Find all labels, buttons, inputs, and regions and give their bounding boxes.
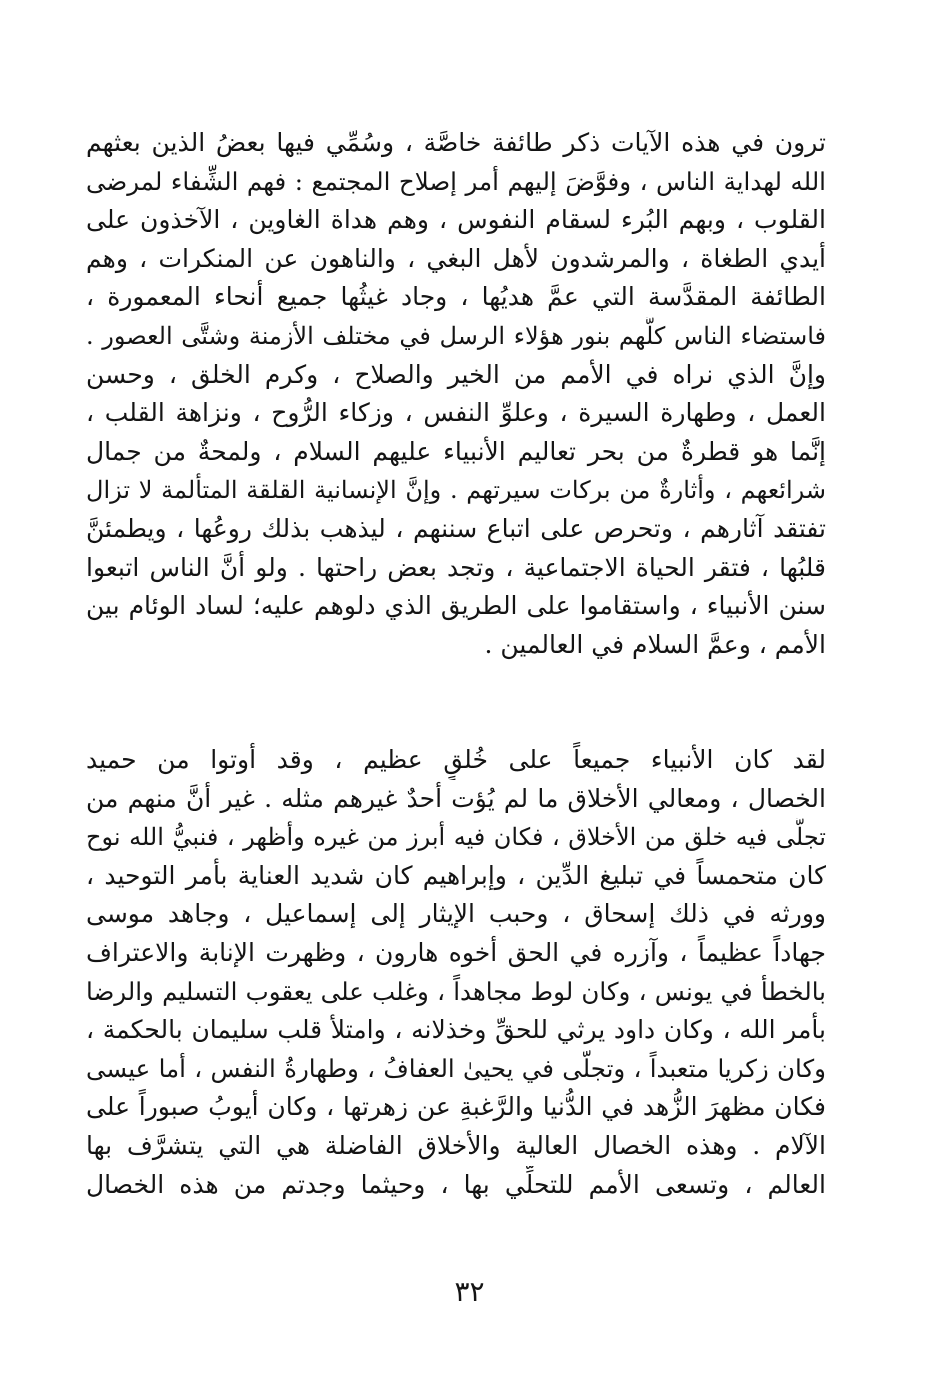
- text-line: العمل ، وطهارة السيرة ، وعلوِّ النفس ، وزكاء الرُّوح ، ونزاهة القلب ،: [86, 398, 826, 428]
- text-line: بأمر الله ، وكان داود يرثي للحقِّ وخذلانه ، وامتلأ قلب سليمان بالحكمة ،: [86, 1015, 826, 1045]
- text-line: الطائفة المقدَّسة التي عمَّ هديُها ، وجاد غيثُها جميع أنحاء المعمورة ،: [86, 282, 826, 312]
- text-line: كان متحمساً في تبليغ الدِّين ، وإبراهيم كان شديد العناية بأمر التوحيد ،: [86, 860, 826, 890]
- text-line: الأمم ، وعمَّ السلام في العالمين .: [484, 629, 826, 659]
- text-line: فكان مظهرَ الزُّهد في الدُّنيا والرَّغبةِ عن زهرتها ، وكان أيوبُ صبوراً على: [86, 1092, 826, 1122]
- text-line: فاستضاء الناس كلُّهم بنور هؤلاء الرسل في مختلف الأزمنة وشتَّى العصور .: [86, 321, 826, 350]
- paragraph-2: [86, 741, 826, 1204]
- text-line: بالخطأ في يونس ، وكان لوط مجاهداً ، وغلب على يعقوب التسليم والرضا: [86, 976, 826, 1006]
- text-line: وورثه في ذلك إسحاق ، وحبب الإيثار إلى إسماعيل ، وجاهد موسى: [86, 899, 826, 929]
- text-line: العالم ، وتسعى الأمم للتحلِّي بها ، وحيثما وجدتم من هذه الخصال: [86, 1169, 826, 1199]
- text-line: ترون في هذه الآيات ذكر طائفة خاصَّة ، وسُمِّي فيها بعضُ الذين بعثهم: [86, 128, 826, 157]
- text-line: القلوب ، وبهم البُرء لسقام النفوس ، وهم هداة الغاوين ، الآخذون على: [86, 205, 826, 235]
- text-line: وكان زكريا متعبداً ، وتجلَّى في يحيىٰ العفافُ ، وطهارةُ النفس ، أما عيسى: [86, 1053, 826, 1083]
- text-line: قلبُها ، فتقر الحياة الاجتماعية ، وتجد بعض راحتها . ولو أنَّ الناس اتبعوا: [86, 552, 826, 582]
- text-line: الله لهداية الناس ، وفوَّضَ إليهم أمر إصلاح المجتمع : فهم الشِّفاء لمرضى: [86, 166, 826, 196]
- text-line: سنن الأنبياء ، واستقاموا على الطريق الذي دلوهم عليه؛ لساد الوئام بين: [86, 591, 826, 621]
- text-line: أيدي الطغاة ، والمرشدون لأهل البغي ، والناهون عن المنكرات ، وهم: [86, 243, 826, 273]
- text-line: إنَّما هو قطرةٌ من بحر تعاليم الأنبياء عليهم السلام ، ولمحةٌ من جمال: [86, 436, 826, 466]
- paragraph-1: [86, 124, 826, 664]
- text-line: لقد كان الأنبياء جميعاً على خُلقٍ عظيم ، وقد أوتوا من حميد: [86, 745, 826, 774]
- text-line: الخصال ، ومعالي الأخلاق ما لم يُؤت أحدٌ غيرهم مثله . غير أنَّ منهم من: [86, 783, 826, 813]
- text-line: تجلَّى فيه خلق من الأخلاق ، فكان فيه أبرز من غيره وأظهر ، فنبيُّ الله نوح: [86, 823, 826, 852]
- text-line: شرائعهم ، وأثارةٌ من بركات سيرتهم . وإنَّ الإنسانية القلقة المتألمة لا تزال: [86, 476, 826, 505]
- page-number: ٣٢: [454, 1275, 485, 1308]
- text-line: جهاداً عظيماً ، وآزره في الحق أخوه هارون ، وظهرت الإنابة والاعتراف: [86, 937, 826, 967]
- text-line: الآلام . وهذه الخصال العالية والأخلاق الفاضلة هي التي يتشرَّف بها: [86, 1130, 826, 1160]
- text-line: تفتقد آثارهم ، وتحرص على اتباع سننهم ، ليذهب بذلك روعُها ، ويطمئنَّ: [86, 513, 826, 543]
- text-line: وإنَّ الذي نراه في الأمم من الخير والصلاح ، وكرم الخلق ، وحسن: [86, 359, 826, 389]
